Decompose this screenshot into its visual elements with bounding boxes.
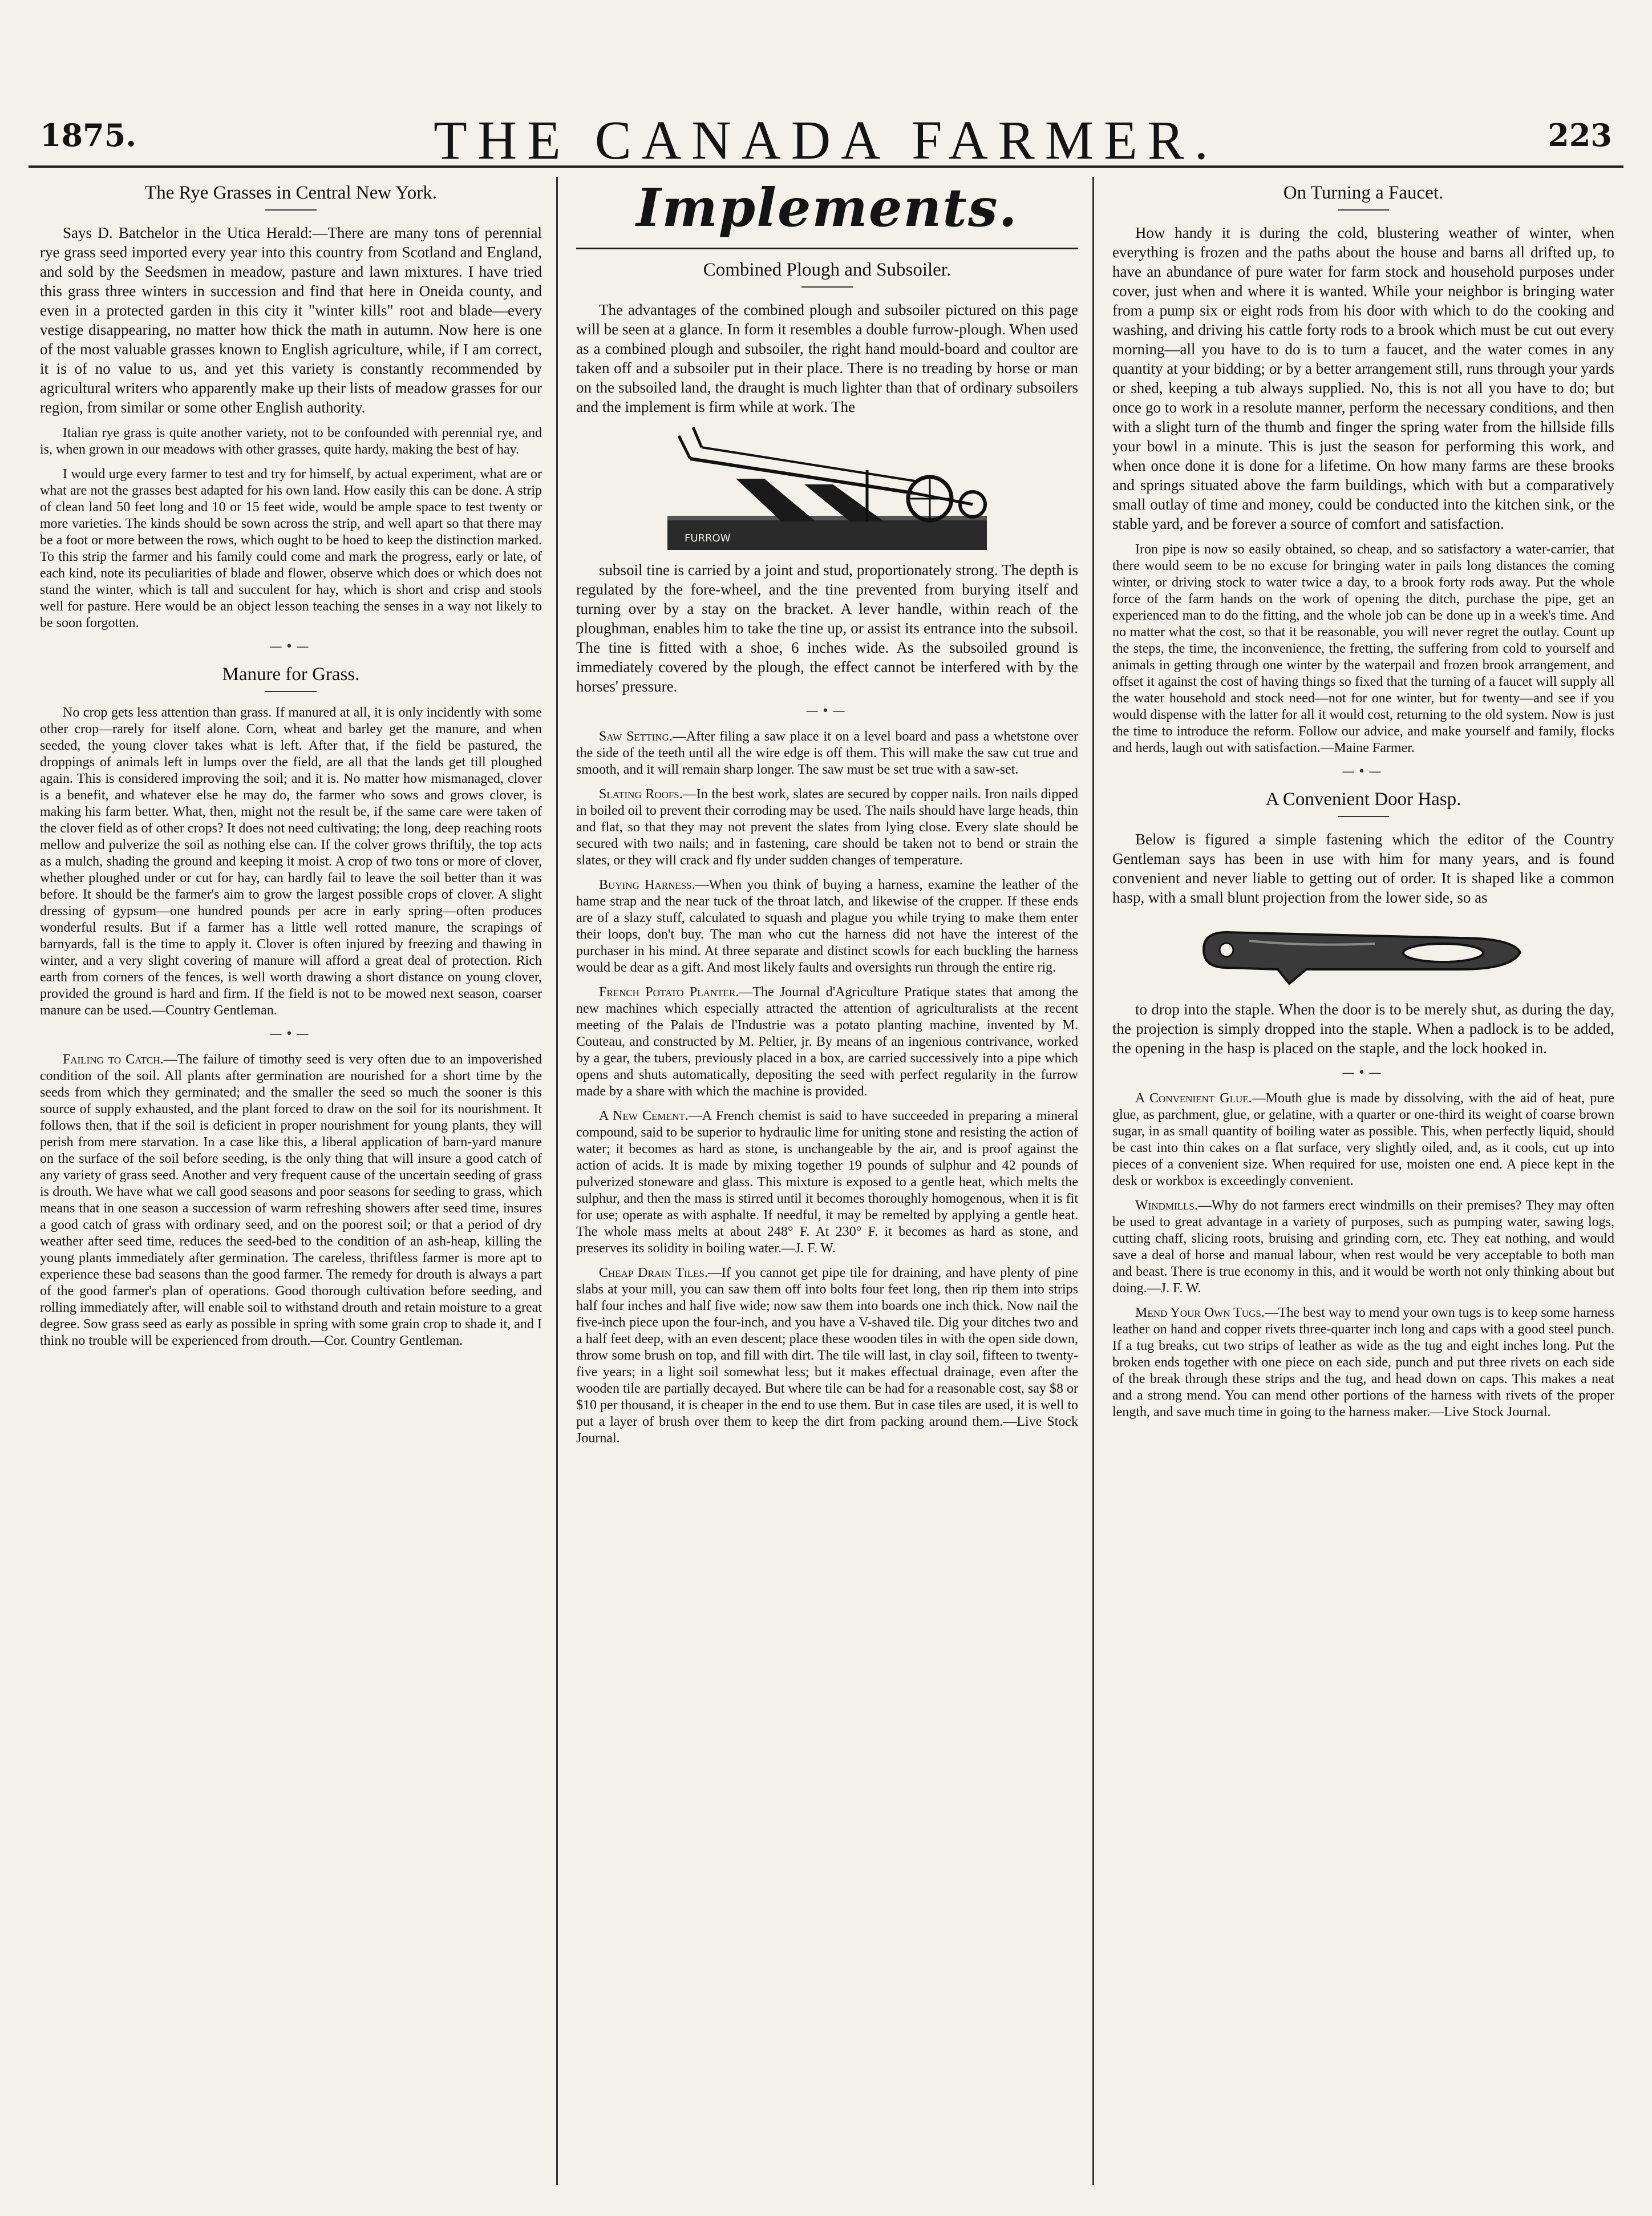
paper-title: THE CANADA FARMER. (434, 110, 1218, 171)
paragraph-body: —Mouth glue is made by dissolving, with the aid of heat, pure glue, as parchment, glue, or gelatine, with a quarter or one-third its weight of coarse brown sugar, in as small quantity of boiling water as possible. This, when perfectly liquid, should be cast into thin cakes on a flat surface, very slightly oiled, and, as it cools, cut up into pieces of a convenient size. When required for use, moisten one end. A piece kept in the desk or workbox is exceedingly convenient. (1112, 1091, 1614, 1188)
paragraph (1112, 1305, 1614, 1421)
paragraph-lead: Mend Your Own Tugs. (1135, 1305, 1265, 1320)
paragraph-body: —The failure of timothy seed is very often due to an impoverished condition of the soil. All plants after germination are nourished for a short time by the seeds from which they germinated; and the smaller the seed so much the sooner is this source of supply exhausted, and the plant forced to draw on the soil for its nourishment. It follows then, that if the soil is deficient in proper nourishment for young plants, they will perish from mere starvation. In a case like this, a liberal application of barn-yard manure on the surface of the soil before seeding, is the only thing that will insure a good catch of any variety of grass seed. Another and very frequent cause of the uncertain seeding of grass is drouth. We have what we call good seasons and poor seasons for seeding to grass, which means that in one season a succession of warm refreshing showers after seed time, insures a good catch of grass with ordinary seed, and on the poorest soil; or that a period of dry weather after seed time, reduces the seed-bed to the condition of an ash-heap, killing the young plants immediately after germination. The careless, thriftless farmer is more apt to experience these bad seasons than the good farmer. The remedy for drouth is always a part of the good farmer's plan of operations. Good thorough cultivation before seeding, and rolling immediately after, will enable soil to withstand drouth and retain moisture to a great degree. Sow grass seed as early as possible in spring with some grain crop to shade it, and I think no trouble will be experienced from drouth.—Cor. Country Gentleman. (40, 1052, 542, 1348)
paragraph (1112, 1198, 1614, 1297)
paragraph-body: —In the best work, slates are secured by copper nails. Iron nails dipped in boiled oil to prevent their corroding may be used. The nails should have large heads, thin and flat, so that they may not prevent the slates from lying close. Every slate should be secured with two nails; and in fastening, care should be taken not to bend or strain the slates, or they will crack and fly under sudden changes of temperature. (576, 787, 1078, 868)
paragraph (576, 984, 1078, 1100)
paragraph-lead: A New Cement. (599, 1109, 689, 1123)
page-number: 223 (1548, 117, 1612, 153)
paragraph-lead: Cheap Drain Tiles. (599, 1265, 708, 1280)
paragraph-lead: Failing to Catch. (63, 1052, 164, 1067)
paragraph-body: —If you cannot get pipe tile for draining, and have plenty of pine slabs at your mill, you can saw them off into bolts four feet long, then rip them into strips half four inches and half five wide; now saw them into boards one inch thick. Now nail the five-inch piece upon the four-inch, and you have a V-shaved tile. Dig your ditches two and a half feet deep, with an even descent; place these wooden tiles in with the open side down, throw some brush on top, and fill with dirt. The tile will last, in clay soil, fifteen to twenty-five years; in a light soil somewhat less; but it makes effectual drainage, even after the wooden tile are partially decayed. But where tile can be had for a reasonable cost, say $8 or $10 per thousand, it is cheaper in the end to use them. But in case tiles are used, it is well to put a layer of brush over them to keep the dirt from packing around them.—Live Stock Journal. (576, 1265, 1078, 1446)
paragraph: Says D. Batchelor in the Utica Herald:—There are many tons of perennial rye grass seed imported every year into this country from Scotland and England, and sold by the Seedsmen in meadow, pasture and lawn mixtures. I have tried this grass three winters in succession and find that here in Oneida county, and even in a protected garden in this city it "winter kills" root and blade—every vestige disappearing, no matter how thick the math in autumn. Now here is one of the most valuable grasses known to English agriculture, while, if I am correct, it is of no value to us, and yet this variety is constantly recommended by agricultural writers who apparently make up their lists of meadow grasses for our region, from similar or some other English authority. (40, 224, 542, 416)
paragraph (576, 877, 1078, 976)
paragraph-body: —Why do not farmers erect windmills on their premises? They may often be used to great advantage in a variety of purposes, such as pumping water, sawing logs, cutting chaff, slicing roots, bruising and grinding corn, etc. They eat nothing, and would save a deal of horse and manual labour, when rest would be very acceptable to both man and beast. There is true economy in this, and it would be worth not only thinking about but doing.—J. F. W. (1112, 1198, 1614, 1296)
section-divider: —•— (805, 704, 849, 718)
column-rule-1 (556, 177, 558, 2185)
paragraph (40, 1052, 542, 1349)
figure-label: FURROW (685, 532, 731, 544)
column-rule-2 (1092, 177, 1094, 2185)
section-divider: —•— (269, 1027, 313, 1041)
column-3 (1112, 177, 1614, 2185)
paragraph: Italian rye grass is quite another variety, not to be confounded with perennial rye, and is, when grown in our meadows with other grasses, quite hardy, making the best of hay. (40, 426, 542, 457)
paragraph-lead: A Convenient Glue. (1135, 1091, 1252, 1106)
paragraph (1112, 1090, 1614, 1190)
section-divider: —•— (1342, 765, 1385, 779)
section-divider: —•— (1342, 1066, 1385, 1080)
article-title: A Convenient Door Hasp. (1112, 789, 1614, 817)
paragraph (576, 729, 1078, 778)
section-divider: —•— (269, 640, 313, 654)
paragraph-lead: Windmills. (1135, 1198, 1198, 1213)
paragraph: Iron pipe is now so easily obtained, so cheap, and so satisfactory a water-carrier, that there would seem to be no excuse for bringing water in pails long distances the coming winter, or driving stock to water twice a day, to a brook forty rods away. Put the whole force of the farm hands on the work of opening the ditch, purchase the pipe, get an experienced man to do the fitting, and the whole job can be done up in a week's time. And no matter what the cost, so that it be reasonable, you will never regret the outlay. Count up the steps, the time, the inconvenience, the fretting, the suffering from cold to yourself and animals in getting through one winter by the waterpail and frozen brook arrangement, and offset it against the cost of having things so fixed that the turning of a faucet will supply all the water household and stock need—not for one winter, but for twenty—and see if you would dispense with the latter for all it would cost, returning to the old system. Now is just the time to introduce the reform. Follow our advice, and make yourself and family, flocks and herds, laugh out with satisfaction.—Maine Farmer. (1112, 542, 1614, 755)
paragraph (576, 1108, 1078, 1257)
paragraph-lead: Slating Roofs. (599, 787, 683, 802)
paragraph-lead: Buying Harness. (599, 877, 695, 892)
paragraph-lead: Saw Setting. (599, 729, 673, 744)
issue-year: 1875. (40, 117, 137, 153)
paragraph-body: —After filing a saw place it on a level board and pass a whetstone over the side of the teeth until all the wire edge is off them. This will make the saw cut true and smooth, and it will remain sharp longer. The saw must be set true with a saw-set. (576, 729, 1078, 777)
column-1 (40, 177, 542, 2185)
column-2 (576, 177, 1078, 2185)
newspaper-page (29, 23, 1623, 2197)
article-title: Manure for Grass. (40, 664, 542, 692)
article-title: The Rye Grasses in Central New York. (40, 183, 542, 211)
paragraph (576, 1265, 1078, 1447)
hasp-figure (1112, 915, 1614, 989)
paragraph: The advantages of the combined plough and subsoiler pictured on this page will be seen at a glance. In form it resembles a double furrow-plough. When used as a combined plough and subsoiler, the right hand mould-board and coultor are taken off and a subsoiler put in their place. There is no treading by horse or man on the subsoiled land, the draught is much lighter than that of ordinary subsoilers and the implement is firm while at work. The (576, 301, 1078, 415)
paragraph-lead: French Potato Planter. (599, 985, 739, 1000)
masthead (29, 23, 1623, 171)
paragraph-body: —The Journal d'Agriculture Pratique states that among the new machines which especially attracted the attention of agriculturalists at the recent meeting of the Palais de l'Industrie was a potato planting machine, invented by M. Couteau, and constructed by M. Peltier, jr. By means of an ingenious contrivance, worked by a gear, the tubers, previously placed in a box, are carried successively into a pipe which opens and shuts automatically, depositing the seed with perfect regularity in the furrow made by a share with which the machine is provided. (576, 985, 1078, 1099)
paragraph: No crop gets less attention than grass. If manured at all, it is only incidently with some other crop—rarely for itself alone. Corn, wheat and barley get the manure, and when seeded, the young clover takes what is left. After that, if the field be pastured, the droppings of animals left in lumps over the field, are all that the lands get till ploughed again. This is considered improving the soil; and it is. No matter how mismanaged, clover is a benefit, and whatever else he may do, the farmer who sows and grows clover, is making his farm better. What, then, might not the result be, if the same care were taken of the clover field as of other crops? It does not need cultivating; the long, deep reaching roots mellow and pulverize the soil as nothing else can. If the colver grows thriftily, the top acts as a mulch, shading the ground and keeping it moist. A crop of two tons or more of clover, whether ploughed under or cut for hay, can hardly fail to leave the soil better than it was before. It should be the farmer's aim to grow the largest possible crops of clover. A slight dressing of gypsum—one hundred pounds per acre in early spring—often produces wonderful results. But if a farmer has a little well rotted manure, the scrapings of barnyards, fall is the time to apply it. Clover is often injured by freezing and thawing in winter, and a very slight covering of manure will afford a great deal of protection. Rich earth from corners of the fences, is well worth drawing a short distance on young clover, provided the ground is hard and firm. If the field is not to be mowed next season, coarser manure can be used.—Country Gentleman. (40, 705, 542, 1018)
paragraph: I would urge every farmer to test and try for himself, by actual experiment, what are or what are not the grasses best adapted for his own land. How easily this can be done. A strip of clean land 50 feet long and 10 or 15 feet wide, would be ample space to test twenty or more varieties. The kinds should be sown across the strip, and well apart so that there may be a foot or more between the rows, which ought to be hoed to keep the distinction marked. To this strip the farmer and his family could come and mark the progress, early or late, of each kind, note its peculiarities of blade and flower, observe which does or which does not stand the winter, which is tall and succulent for hay, which is short and crisp and stools well for pasture. Here would be an object lesson teaching the senses in a way not likely to be soon forgotten. (40, 467, 542, 630)
paragraph-body: —When you think of buying a harness, examine the leather of the hame strap and the near tuck of the throat latch, and likewise of the crupper. If these ends are of a slazy stuff, calculated to squash and plague you while trying to make them enter their loops, don't buy. The man who cut the harness did not have the interest of the purchaser in his mind. At three separate and distinct scowls for each buckling the harness would be dear as a gift. And most likely faults and oversights run through the entire rig. (576, 877, 1078, 975)
door-hasp-illustration-icon (1192, 915, 1534, 989)
paragraph: to drop into the staple. When the door is to be merely shut, as during the day, the projection is simply dropped into the staple. When a padlock is to be added, the opening in the hasp is placed on the staple, and the lock hooked in. (1112, 1001, 1614, 1057)
paragraph (576, 786, 1078, 869)
article-title: On Turning a Faucet. (1112, 183, 1614, 211)
paragraph: subsoil tine is carried by a joint and stud, proportionately strong. The depth is regulated by the fore-wheel, and the tine prevented from burying itself and turning over by a stay on the bracket. A lever handle, within reach of the ploughman, enables him to take the tine up, or assist its entrance into the subsoil. The tine is fitted with a shoe, 6 inches wide. As the subsoiled ground is immediately covered by the plough, the effect cannot be interfered with by the horses' pressure. (576, 561, 1078, 695)
plough-illustration-icon (667, 424, 987, 550)
paragraph-body: —The best way to mend your own tugs is to keep some harness leather on hand and copper rivets three-quarter inch long and caps with a good steel punch. If a tug breaks, cut two strips of leather as wide as the tug and eight inches long. Put the broken ends together with one piece on each side, punch and put three rivets on each side of the break through these strips and the tug, and head down on caps. This makes a neat and a strong mend. You can mend other portions of the harness with rivets of the proper length, and save much time in going to the harness maker.—Live Stock Journal. (1112, 1305, 1614, 1420)
article-title: Combined Plough and Subsoiler. (576, 260, 1078, 288)
paragraph-body: —A French chemist is said to have succeeded in preparing a mineral compound, said to be superior to hydraulic lime for uniting stone and resisting the action of water; it becomes as hard as stone, is unchangeable by the air, and is proof against the action of acids. It is made by mixing together 19 pounds of sulphur and 42 pounds of pulverized stoneware and glass. This mixture is exposed to a gentle heat, which melts the sulphur, and then the mass is stirred until it becomes thoroughly homogenous, when it is fit for use; operate as with asphalte. If needful, it may be remelted by applying a gentle heat. The whole mass melts at about 248° F. At 230° F. it becomes as hard as stone, and preserves its solidity in boiling water.—J. F. W. (576, 1109, 1078, 1256)
paragraph: Below is figured a simple fastening which the editor of the Country Gentleman says has been in use with him for many years, and is found convenient and never liable to getting out of order. It is shaped like a common hasp, with a small blunt projection from the lower side, so as (1112, 831, 1614, 906)
plough-figure (576, 424, 1078, 550)
section-banner: Implements. (576, 177, 1078, 249)
paragraph: How handy it is during the cold, blustering weather of winter, when everything is frozen and the paths about the house and barns all drifted up, to have an abundance of pure water for farm stock and household purposes under cover, just when and where it is wanted. While your neighbor is bringing water from a pump six or eight rods from his door with which to do the cooking and washing, and driving his cattle forty rods to a brook which must be cut out every morning—all you have to do is to turn a faucet, and the water comes in any quantity at your bidding; or by a better arrangement still, runs through your yards or shed, keeping a tub always supplied. No, this is not all you have to do; but once go to work in a resolute manner, perform the necessary conditions, and then with a slight turn of the thumb and finger the spring water from the hillside fills your bowl in a minute. This is just the season for performing this work, and when once done it is done for a lifetime. On how many farms are these brooks and springs situated above the farm buildings, which with but a comparatively small outlay of time and money, could be conducted into the kitchen sink, or the stable yard, and be forever a source of comfort and satisfaction. (1112, 224, 1614, 532)
